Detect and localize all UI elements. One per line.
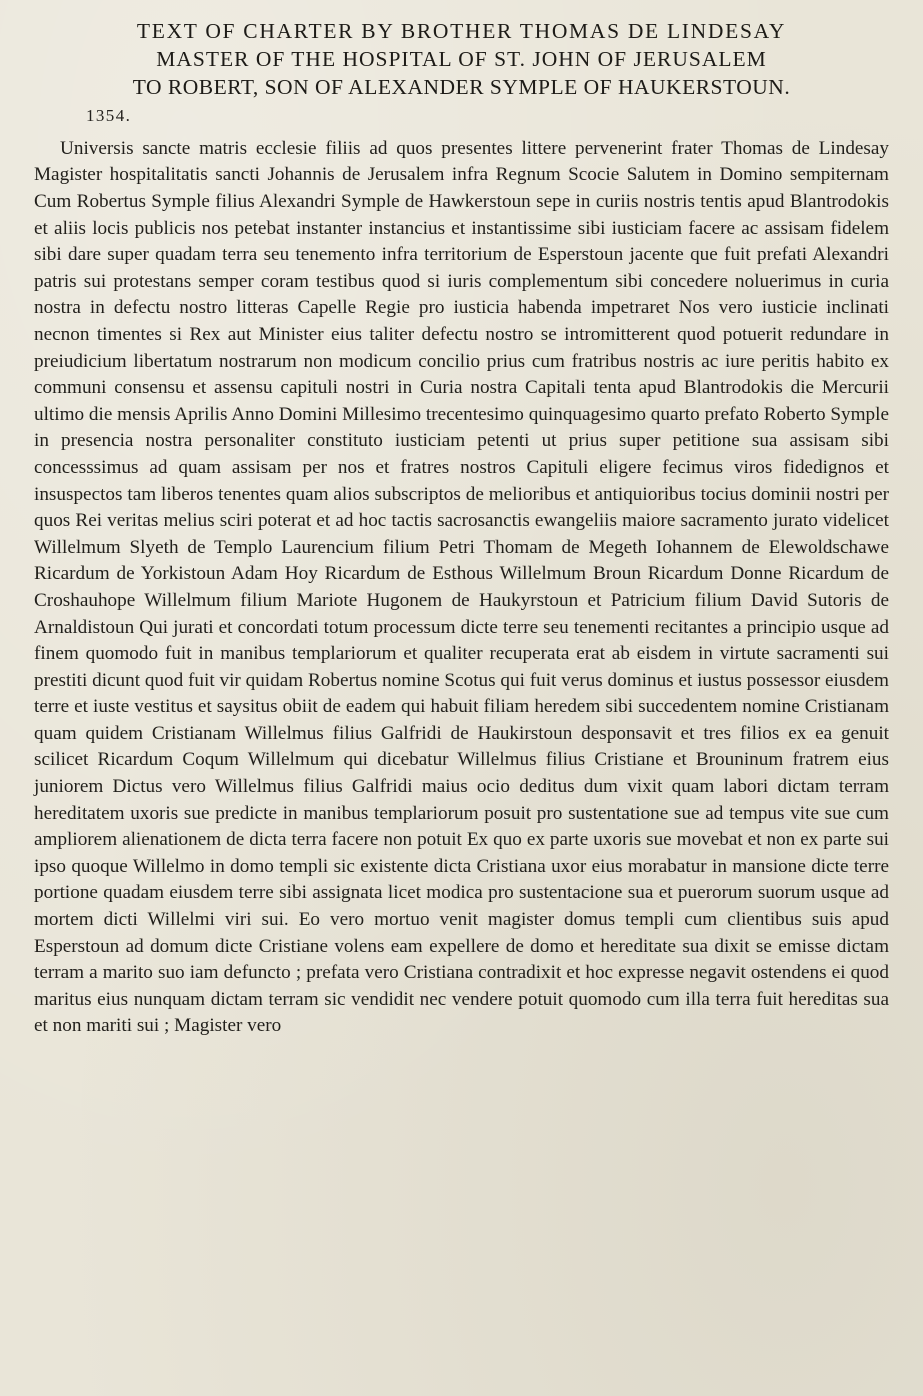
document-body <box>34 136 889 1040</box>
body-text-content: Universis sancte matris ecclesie filiis ad quos presentes littere pervenerint frater Thomas de Lindesay Magister hospitalitatis sancti Johannis de Jerusalem infra Regnum Scocie Salutem in Domino sempiternam Cum Robertus Symple filius Alexandri Symple de Hawkerstoun sepe in curiis nostris tentis apud Blantrodokis et aliis locis publicis nos petebat instanter instancius et instantissime sibi iusticiam facere ac assisam fidelem sibi dare super quadam terra seu tenemento infra territorium de Esperstoun jacente que fuit prefati Alexandri patris sui protestans semper coram testibus quod si iuris complementum sibi concedere noluerimus in curia nostra in defectu nostro litteras Capelle Regie pro iusticia habenda impetraret Nos vero iusticie inclinati necnon timentes si Rex aut Minister eius taliter defectu nostro se intromitterent quod potuerit redundare in preiudicium libertatum nostrarum non modicum concilio prius cum fratribus nostris ac iure peritis habito ex communi consensu et assensu capituli nostri in Curia nostra Capitali tenta apud Blantrodokis die Mercurii ultimo die mensis Aprilis Anno Domini Millesimo trecentesimo quinquagesimo quarto prefato Roberto Symple in presencia nostra personaliter constituto iusticiam petenti ut prius super petitione sua assisam sibi concesssimus ad quam assisam per nos et fratres nostros Capituli eligere fecimus viros fidedignos et insuspectos tam liberos tenentes quam alios subscriptos de melioribus et antiquioribus tocius dominii nostri per quos Rei veritas melius sciri poterat et ad hoc tactis sacrosanctis ewangeliis maiore sacramento jurato videlicet Willelmum Slyeth de Templo Laurencium filium Petri Thomam de Megeth Iohannem de Elewoldschawe Ricardum de Yorkistoun Adam Hoy Ricardum de Esthous Willelmum Broun Ricardum Donne Ricardum de Croshauhope Willelmum filium Mariote Hugonem de Haukyrstoun et Patricium filium David Sutoris de Arnaldistoun Qui jurati et concordati totum processum dicte terre seu tenementi recitantes a principio usque ad finem quomodo fuit in manibus templariorum et qualiter recuperata erat ab eisdem in virtute sacramenti sui prestiti dicunt quod fuit vir quidam Robertus nomine Scotus qui fuit verus dominus et iustus possessor eiusdem terre et iuste vestitus et saysitus obiit de eadem qui habuit filiam heredem sibi succedentem nomine Cristianam quam quidem Cristianam Willelmus filius Galfridi de Haukirstoun desponsavit et tres filios ex ea genuit scilicet Ricardum Coqum Willelmum qui dicebatur Willelmus filius Cristiane et Brouninum fratrem eius juniorem Dictus vero Willelmus filius Galfridi maius ocio deditus dum vixit quam labori dictam terram hereditatem uxoris sue predicte in manibus templariorum posuit pro sustentatione sue ad tempus vite sue cum ampliorem alienationem de dicta terra facere non potuit Ex quo ex parte uxoris sue movebat et non ex parte sui ipso quoque Willelmo in domo templi sic existente dicta Cristiana uxor eius morabatur in mansione dicte terre portione quadam eiusdem terre sibi assignata licet modica pro sustentacione sua et puerorum suorum usque ad mortem dicti Willelmi viri sui. Eo vero mortuo venit magister domus templi cum clientibus suis apud Esperstoun ad domum dicte Cristiane volens eam expellere de domo et hereditate sua dixit se emisse dictam terram a marito suo iam defuncto ; prefata vero Cristiana contradixit et hoc expresse negavit ostendens ei quod maritus eius nunquam dictam terram sic vendidit nec vendere potuit quomodo cum illa terra fuit hereditas sua et non mariti sui ; Magister vero <box>34 137 889 1037</box>
title-line-1: TEXT OF CHARTER BY BROTHER THOMAS DE LINDESAY <box>136 19 787 43</box>
title-line-2: MASTER OF THE HOSPITAL OF ST. JOHN OF JERUSALEM <box>156 46 767 71</box>
document-year: 1354. <box>86 105 132 125</box>
page-title <box>34 18 889 102</box>
title-line-3: TO ROBERT, SON OF ALEXANDER SYMPLE OF HAUKERSTOUN. <box>132 74 791 99</box>
